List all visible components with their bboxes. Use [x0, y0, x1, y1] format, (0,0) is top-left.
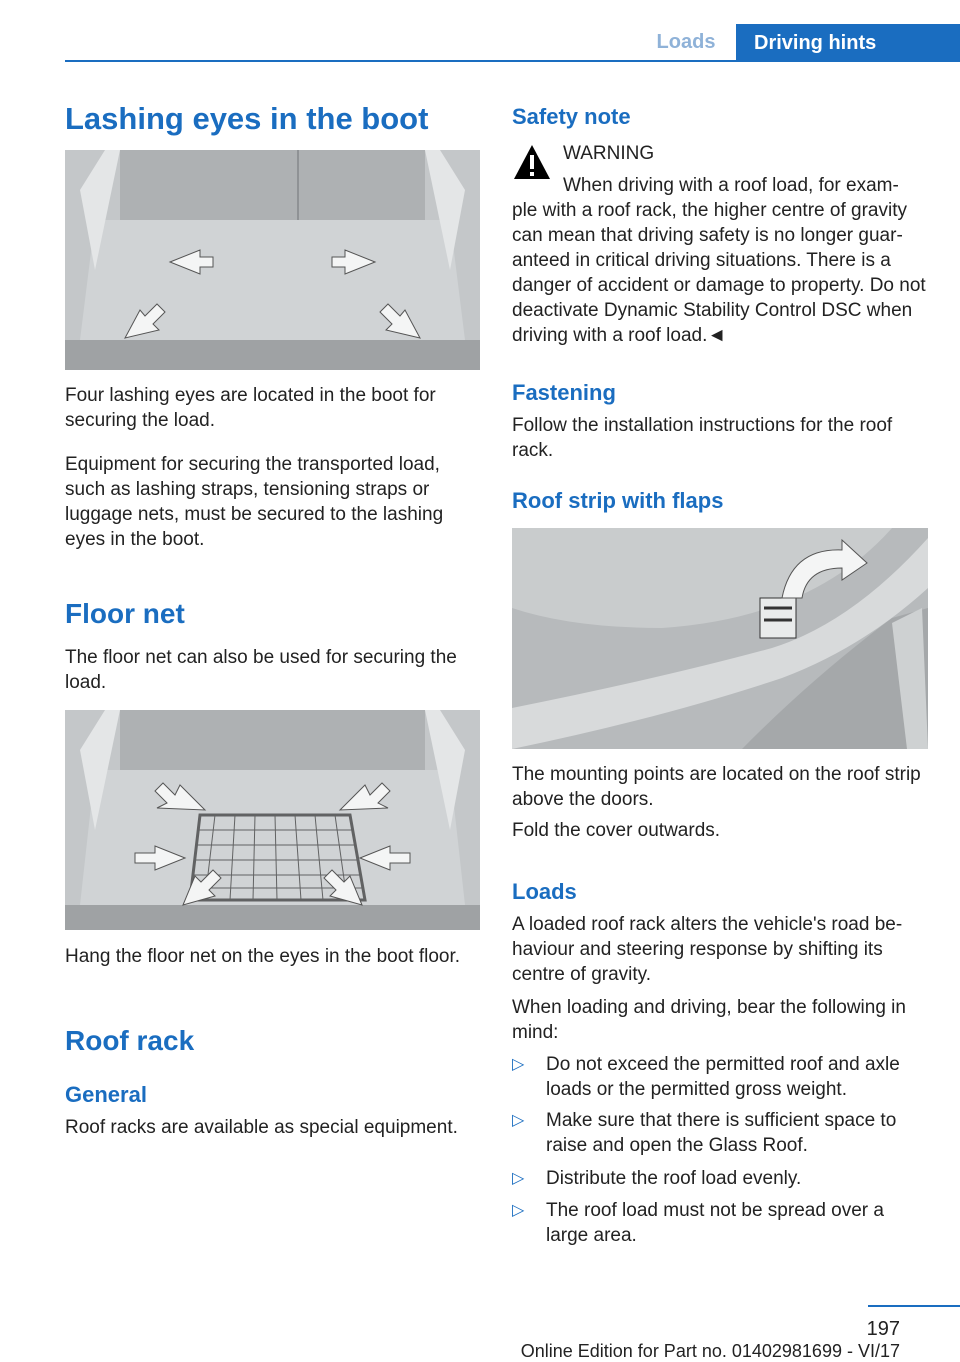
heading-safety-note: Safety note [512, 104, 631, 129]
bullet-triangle-icon: ▷ [512, 1112, 525, 1129]
bullet-triangle-icon: ▷ [512, 1056, 525, 1073]
list-item-text: Make sure that there is sufficient space to raise and open the Glass Roof. [546, 1110, 897, 1156]
paragraph-roof-strip-2: Fold the cover outwards. [512, 820, 721, 841]
list-item [512, 1198, 922, 1248]
bullet-triangle-icon: ▷ [512, 1202, 525, 1219]
heading-roof-rack: Roof rack [65, 1025, 195, 1056]
header-tab-loads: Loads [656, 30, 716, 53]
roof-strip-illustration [512, 528, 928, 749]
paragraph-floor-1: The floor net can also be used for securing the load. [65, 647, 457, 693]
warning-text-first-line: When driving with a roof load, for exam- [563, 175, 899, 196]
figure-lashing-eyes [65, 150, 480, 370]
heading-lashing-eyes: Lashing eyes in the boot [65, 101, 429, 136]
heading-fastening: Fastening [512, 380, 616, 405]
list-item-text: The roof load must not be spread over a large area. [546, 1200, 884, 1246]
warning-text-body: ple with a roof rack, the higher centre of gravity can mean that driving safety is no longer guar-anteed in critical driving situations. There is a danger of accident or damage to property. Do not deactivate Dynamic Stability Control DSC when driving with a roof load.◄ [512, 200, 926, 346]
figure-floor-net [65, 710, 480, 930]
heading-roof-strip: Roof strip with flaps [512, 488, 724, 513]
paragraph-floor-2: Hang the floor net on the eyes in the boot floor. [65, 946, 461, 967]
bullet-triangle-icon: ▷ [512, 1170, 525, 1187]
list-item [512, 1108, 922, 1158]
paragraph-roof-strip-1: The mounting points are located on the roof strip above the doors. [512, 764, 921, 810]
heading-general: General [65, 1082, 147, 1107]
paragraph-loads-2: When loading and driving, bear the following in mind: [512, 997, 906, 1043]
paragraph-lashing-2: Equipment for securing the transported load, such as lashing straps, tensioning straps or luggage nets, must be secured to the lashing eyes in the boot. [65, 454, 444, 550]
list-item-text: Do not exceed the permitted roof and axle loads or the permitted gross weight. [546, 1054, 900, 1100]
warning-label: WARNING [563, 143, 655, 164]
paragraph-loads-1: A loaded roof rack alters the vehicle's road be-haviour and steering response by shifting its centre of gravity. [512, 914, 903, 985]
header-rule [65, 60, 960, 62]
floor-net-illustration [65, 710, 480, 930]
boot-illustration [65, 150, 480, 370]
footer-edition: Online Edition for Part no. 01402981699 - VI/17 [520, 1341, 900, 1361]
heading-floor-net: Floor net [65, 598, 185, 629]
heading-loads: Loads [512, 879, 577, 904]
paragraph-general: Roof racks are available as special equipment. [65, 1117, 458, 1138]
header-tab-driving-hints: Driving hints [736, 24, 960, 62]
figure-roof-strip [512, 528, 928, 749]
warning-triangle-icon [512, 143, 552, 183]
list-item-text: Distribute the roof load evenly. [546, 1168, 802, 1189]
footer-rule [868, 1305, 960, 1307]
paragraph-lashing-1: Four lashing eyes are located in the boot for securing the load. [65, 385, 436, 431]
page-number: 197 [866, 1318, 900, 1340]
list-item [512, 1166, 922, 1191]
paragraph-fastening: Follow the installation instructions for the roof rack. [512, 415, 893, 461]
list-item [512, 1052, 922, 1102]
